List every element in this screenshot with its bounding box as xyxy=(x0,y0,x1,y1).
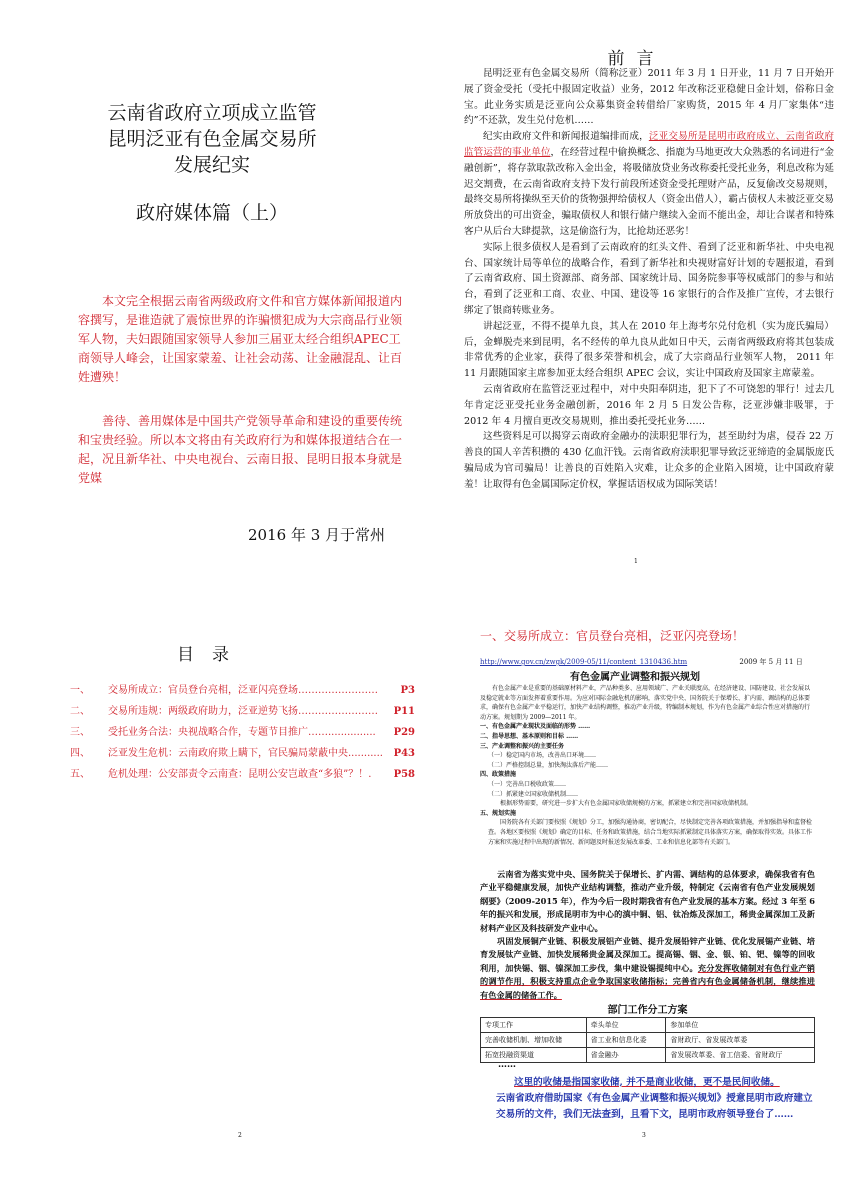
toc-page-ref: P29 xyxy=(393,727,415,738)
toc-number: 二、 xyxy=(70,706,90,717)
toc-item[interactable] xyxy=(70,743,415,764)
table-header-cell: 牵头单位 xyxy=(586,1018,666,1033)
table-cell: 省发展改革委、省工信委、省财政厅 xyxy=(666,1048,815,1063)
outline-item: 二、指导思想、基本原则和目标 …… xyxy=(480,732,579,740)
preface-paragraph: 实际上很多债权人是看到了云南政府的红头文件、看到了泛亚和新华社、中央电视台、国家统计局等单位的战略合作，看到了新华社和央视财富好计划的专题报道，看到了云南省政府、国土资源部、商务部、国家统计局、国务院参事等权威部门的参与和站台，看到了泛亚和工商、农业、中国、建设等 16 家银行的合作及推广宣传，才去银行绑定了银商转账业务。 xyxy=(464,241,834,316)
table-title: 部门工作分工方案 xyxy=(607,1005,688,1016)
cover-red-paragraph-2: 善待、善用媒体是中国共产党领导革命和建设的重要传统和宝贵经验。所以本文将由有关政府行为和媒体报道结合在一起，况且新华社、中央电视台、云南日报、昆明日报本身就是党媒 xyxy=(78,414,403,485)
cover-date: 2016 年 3 月于常州 xyxy=(248,526,386,544)
toc-text: 泛亚发生危机：云南政府欺上瞒下，官民骗局蒙蔽中央........... xyxy=(108,748,383,759)
toc-text: 交易所成立：官员登台亮相，泛亚闪亮登场…………………… xyxy=(108,685,378,696)
excerpt-intro: 有色金属产业是重要的基础原材料产业，产品种类多、应用领域广、产业关联度高，在经济建设、国防建设、社会发展以及稳定就业等方面发挥着重要作用。为应对国际金融危机的影响，落实党中央、国务院关于保增长、扩内需、调结构的总体要求，确保有色金属产业平稳运行，加快产业结构调整，推动产业升级，特编制本规划，作为有色金属产业综合性应对措施的行动方案。规划期为 2009—2011 年。 xyxy=(480,685,811,721)
toc-page-ref: P58 xyxy=(393,769,415,780)
table-cell: 完善收储机制、增加收储 xyxy=(481,1033,587,1048)
toc-page-ref: P43 xyxy=(393,748,415,759)
source-line xyxy=(480,657,803,667)
toc-text: 危机处理：公安部责令云南查：昆明公安岂敢查“多狼”？！. xyxy=(108,769,372,780)
preface-red-text: 泛亚交易所是昆明市政府成立、云南省政府监管运营的事业单位 xyxy=(464,131,835,158)
preface-page xyxy=(424,0,849,600)
toc-number: 一、 xyxy=(70,685,90,696)
plan-underlined-text: 充分发挥收储制对有色行业产销的调节作用，积极支持重点企业争取国家收储指标；完善省内有色金属储备机制，继续推进有色金属的储备工作。 xyxy=(480,962,815,1000)
cover-title xyxy=(0,100,424,178)
cover-page xyxy=(0,0,424,600)
toc-item[interactable] xyxy=(70,764,415,785)
preface-title: 前言 xyxy=(607,49,666,69)
plan-text: 巩固发展铜产业链、积极发展铝产业链、提升发展铅锌产业链、优化发展锡产业链、培育发展钛产业链、加快发展稀贵金属及深加工。提高锡、铟、金、银、铂、钯、镍等的回收利用，加快锡、铟、镍深加工步伐，集中建设锡提纯中心。 xyxy=(480,936,815,973)
outline-item: 五、规划实施 xyxy=(480,809,517,817)
table-row xyxy=(481,1048,815,1063)
table-header-row xyxy=(481,1018,815,1033)
table-header-cell: 专项工作 xyxy=(481,1018,587,1033)
outline-item: （一）完善出口税收政策…… xyxy=(488,780,567,788)
page-number: 1 xyxy=(634,558,638,565)
plan-paragraph: 云南省为落实党中央、国务院关于保增长、扩内需、调结构的总体要求，确保我省有色产业平稳健康发展，加快产业结构调整，推动产业升级，特制定《云南省有色产业发展规划纲要》（2009-2015 年），作为今后一段时期我省有色产业发展的基本方案。经过 3 年至 6 年的振兴和发展，形成昆明市为中心的滇中铜、铝、钛冶炼及深加工，稀贵金属深加工及新材料产业区及科技研发产业中心。 xyxy=(480,869,815,933)
table-cell: 省金融办 xyxy=(586,1048,666,1063)
preface-paragraph: 云南省政府在监管泛亚过程中，对中央阳奉阴违，犯下了不可饶恕的罪行！过去几年肯定泛亚受托业务金融创新，2016 年 2 月 5 日发公告称，泛亚涉嫌非吸罪，于 2012 年 4 月擅自更改交易规则，推出委托受托业务…… xyxy=(464,383,834,427)
source-link[interactable]: http://www.gov.cn/zwgk/2009-05/11/content_1310436.htm xyxy=(480,658,688,666)
toc-number: 五、 xyxy=(70,769,90,780)
page-number: 3 xyxy=(642,1132,646,1139)
outline-item: （二）严格控制总量，加快淘汰落后产能…… xyxy=(488,761,609,769)
commentary xyxy=(496,1075,816,1123)
table-cell: 省工业和信息化委 xyxy=(586,1033,666,1048)
commentary-note: 这里的收储是指国家收储, 并不是商业收储，更不是民间收储。 xyxy=(514,1077,780,1088)
outline-item: （一）稳定国内市场，改善出口环境…… xyxy=(488,752,597,760)
cover-title-line: 云南省政府立项成立监管 xyxy=(107,102,317,124)
outline-item: 国务院各有关部门要按照《规划》分工，加强沟通协商，密切配合，尽快制定完善各项政策措施，并加强指导和监督检查。各地区要按照《规划》确定的目标、任务和政策措施，结合当地实际抓紧制定具体落实方案，确保取得实效。具体工作方案和实施过程中出现的新情况、新问题及时报送发展改革委、工业和信息化部等有关部门。 xyxy=(488,819,813,846)
preface-paragraph xyxy=(464,129,834,240)
table-row xyxy=(481,1033,815,1048)
toc-item[interactable] xyxy=(70,701,415,722)
outline-item: 根据形势需要，研究进一步扩大有色金属国家收储规模的方案，抓紧建立和完善国家收储机制。 xyxy=(500,800,753,808)
preface-text: ，在经营过程中偷换概念、指鹿为马地更改大众熟悉的名词进行“金融创新”，将存款取款改称入金出金，将吸储放贷业务改称委托受托业务，利息改称为延迟交割费，在云南省政府支持下发行前段所述资金受托理财产品，反复偷改交易规则，最终交易所将操纵至天价的货物强押给债权人（资金出借人），霸占债权人未被泛亚交易所放贷出的可出资金，骗取债权人和银行储户继续入金而不能出金，却让合谋者和特殊客户从后台大肆提款，这是偷盗行为，比抢劫还恶劣！ xyxy=(464,146,835,237)
outline-item: 三、产业调整和振兴的主要任务 xyxy=(480,742,565,750)
plan-paragraph xyxy=(480,935,815,1002)
toc-item[interactable] xyxy=(70,680,415,701)
preface-paragraph: 昆明泛亚有色金属交易所（简称泛亚）2011 年 3 月 1 日开业，11 月 7 日开始开展了资金受托（受托中报固定收益）业务，2012 年改称泛亚稳健日金计划，俗称日金宝。此业务实质是泛亚向公众募集资金转借给厂家购货，2015 年 4 月厂家集体“违约”不还款，发生兑付危机…… xyxy=(464,68,834,127)
section-heading: 一、交易所成立：官员登台亮相，泛亚闪亮登场！ xyxy=(480,629,745,643)
division-table xyxy=(480,1017,815,1063)
cover-subtitle: 政府媒体篇（上） xyxy=(135,202,288,224)
document-excerpt xyxy=(480,684,815,847)
toc-page-ref: P11 xyxy=(393,706,415,717)
cover-title-line: 昆明泛亚有色金属交易所 xyxy=(107,128,317,150)
cover-red-paragraph-1: 本文完全根据云南省两级政府文件和官方媒体新闻报道内容撰写，是谁造就了震惊世界的诈骗惯犯成为大宗商品行业领军人物，夫妇跟随国家领导人参加三届亚太经合组织APEC工商领导人峰会，让国家蒙羞、让社会动荡、让金融混乱、让百姓遭殃！ xyxy=(78,294,403,384)
table-header-cell: 参加单位 xyxy=(666,1018,815,1033)
document-title: 有色金属产业调整和振兴规划 xyxy=(570,672,700,683)
table-cell: 拓宽投融资渠道 xyxy=(481,1048,587,1063)
toc-page xyxy=(0,600,424,1200)
outline-item: 四、政策措施 xyxy=(480,771,517,779)
cover-title-line: 发展纪实 xyxy=(173,154,250,176)
article-page xyxy=(424,600,849,1200)
commentary-closing: 云南省政府借助国家《有色金属产业调整和振兴规划》授意昆明市政府建立交易所的文件，我们无法查到，且看下文，昆明市政府领导登台了…… xyxy=(496,1093,813,1120)
preface-text: 纪实由政府文件和新闻报道编排而成， xyxy=(483,131,649,143)
preface-paragraph: 讲起泛亚，不得不提单九良，其人在 2010 年上海考尔兑付危机（实为庞氏骗局）后，金蝉脱壳来到昆明，名不经传的单九良从此如日中天，云南省两级政府将其包装成非常优秀的企业家，获得了很多荣誉和机会，成了大宗商品行业领军人物， 2011 年 11 月跟随国家主席参加亚太经合组织 APEC 会议，实让中国政府及国家主席蒙羞。 xyxy=(464,320,834,380)
ellipsis: …… xyxy=(498,1060,516,1070)
toc-item[interactable] xyxy=(70,722,415,743)
outline-item: （二）抓紧建立国家收储机制…… xyxy=(488,790,579,798)
page-number: 2 xyxy=(238,1132,242,1139)
toc-title: 目录 xyxy=(177,645,247,665)
outline-item: 一、有色金属产业现状及面临的形势 …… xyxy=(480,723,591,731)
yunnan-plan-section xyxy=(480,868,815,1002)
toc-list xyxy=(70,680,415,785)
source-date: 2009 年 5 月 11 日 xyxy=(739,658,803,666)
toc-number: 四、 xyxy=(70,748,90,759)
preface-paragraph: 这些资料足可以揭穿云南政府金融办的渎职犯罪行为，甚至助纣为虐，侵吞 22 万善良的国人辛苦积攒的 430 亿血汗钱。云南省政府渎职犯罪导致泛亚缔造的金属版庞氏骗局成为官司骗局！让善良的百姓陷入灾难，让众多的企业陷入困境，让中国政府蒙羞！让取得有色金属国际定价权，掌握话语权成为国际笑话！ xyxy=(464,431,834,490)
toc-text: 交易所违规：两级政府助力，泛亚逆势飞扬…………………… xyxy=(108,706,378,717)
toc-text: 受托业务合法：央视战略合作，专题节目推广……............... xyxy=(108,727,376,738)
toc-number: 三、 xyxy=(70,727,90,738)
preface-body xyxy=(464,66,834,493)
table-cell: 省财政厅、省发展改革委 xyxy=(666,1033,815,1048)
toc-page-ref: P3 xyxy=(400,685,415,696)
